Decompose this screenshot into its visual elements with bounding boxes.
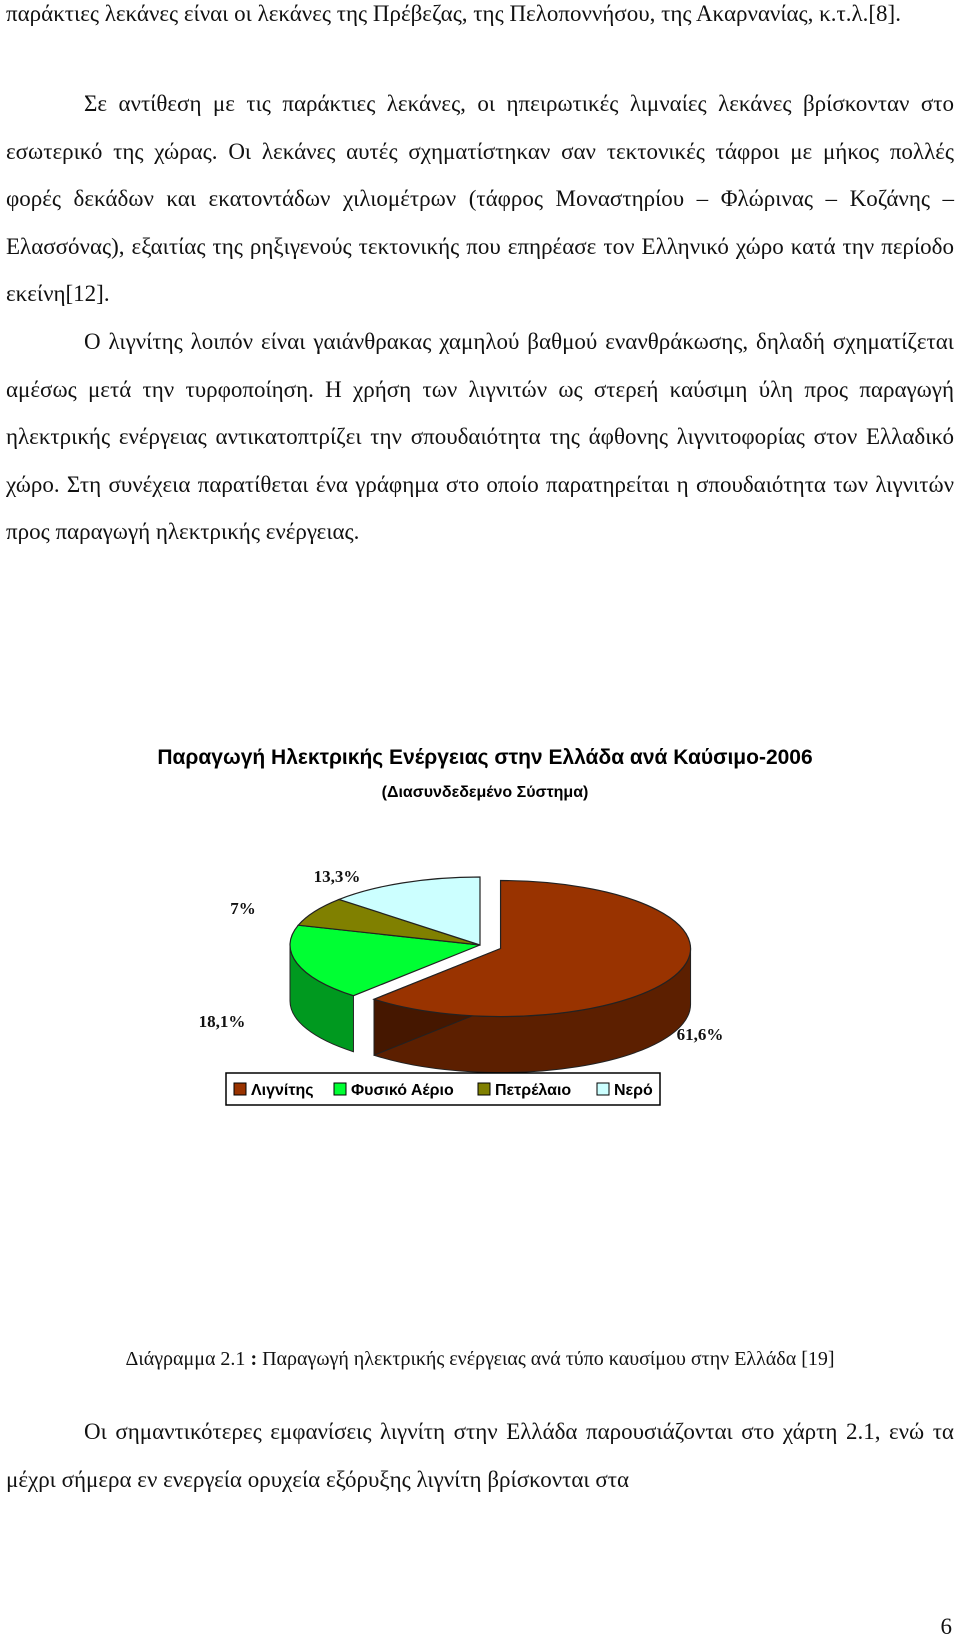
legend-swatch — [334, 1083, 346, 1095]
pie-chart — [0, 730, 960, 1190]
caption-separator: : — [245, 1348, 263, 1370]
legend-swatch — [478, 1083, 490, 1095]
legend-label: Πετρέλαιο — [495, 1082, 572, 1099]
chart-title: Παραγωγή Ηλεκτρικής Ενέργειας στην Ελλάδα ανά Καύσιμο-2006 — [157, 746, 813, 769]
paragraph-2: Σε αντίθεση με τις παράκτιες λεκάνες, οι ηπειρωτικές λιμναίες λεκάνες βρίσκονταν στο εσωτερικό της χώρας. Οι λεκάνες αυτές σχηματίστηκαν σαν τεκτονικές τάφροι με μήκος πολλές φορές δεκάδων και εκατοντάδων χιλιομέτρων (τάφρος Μοναστηρίου – Φλώρινας – Κοζάνης – Ελασσόνας), εξαιτίας της ρηξιγενούς τεκτονικής που επηρέασε τον Ελληνικό χώρο κατά την περίοδο εκείνη[12]. — [6, 91, 954, 306]
paragraph-1: παράκτιες λεκάνες είναι οι λεκάνες της Πρέβεζας, της Πελοποννήσου, της Ακαρνανίας, κ.τ.λ.[8]. — [6, 1, 901, 26]
chart-legend — [226, 1073, 660, 1105]
chart-subtitle: (Διασυνδεδεμένο Σύστημα) — [381, 784, 589, 801]
caption-text: Παραγωγή ηλεκτρικής ενέργειας ανά τύπο καυσίμου στην Ελλάδα [19] — [262, 1348, 835, 1370]
pie-chart-svg — [0, 730, 960, 1190]
legend-label: Φυσικό Αέριο — [351, 1082, 454, 1099]
slice-value-label: 61,6% — [676, 1025, 724, 1044]
slice-value-label: 13,3% — [313, 867, 361, 886]
paragraph-3: Ο λιγνίτης λοιπόν είναι γαιάνθρακας χαμηλού βαθμού ενανθράκωσης, δηλαδή σχηματίζεται αμέσως μετά την τυρφοποίηση. Η χρήση των λιγνιτών ως στερεή καύσιμη ύλη προς παραγωγή ηλεκτρικής ενέργειας αντικατοπτρίζει την σπουδαιότητα της άφθονης λιγνιτοφορίας στον Ελλαδικό χώρο. Στη συνέχεια παρατίθεται ένα γράφημα στο οποίο παρατηρείται η σπουδαιότητα των λιγνιτών προς παραγωγή ηλεκτρικής ενέργειας. — [6, 329, 954, 544]
caption-label: Διάγραμμα 2.1 — [125, 1348, 246, 1370]
slice-value-label: 18,1% — [198, 1012, 246, 1031]
legend-swatch — [234, 1083, 246, 1095]
pie-slices — [290, 877, 691, 1073]
closing-paragraph: Οι σημαντικότερες εμφανίσεις λιγνίτη στην Ελλάδα παρουσιάζονται στο χάρτη 2.1, ενώ τα μέχρι σήμερα εν ενεργεία ορυχεία εξόρυξης λιγνίτη βρίσκονται στα — [6, 1419, 954, 1492]
slice-value-label: 7% — [230, 899, 256, 918]
legend-label: Νερό — [614, 1082, 653, 1099]
legend-label: Λιγνίτης — [251, 1082, 314, 1099]
page-number: 6 — [940, 1614, 952, 1639]
figure-caption — [0, 1348, 960, 1371]
legend-swatch — [597, 1083, 609, 1095]
